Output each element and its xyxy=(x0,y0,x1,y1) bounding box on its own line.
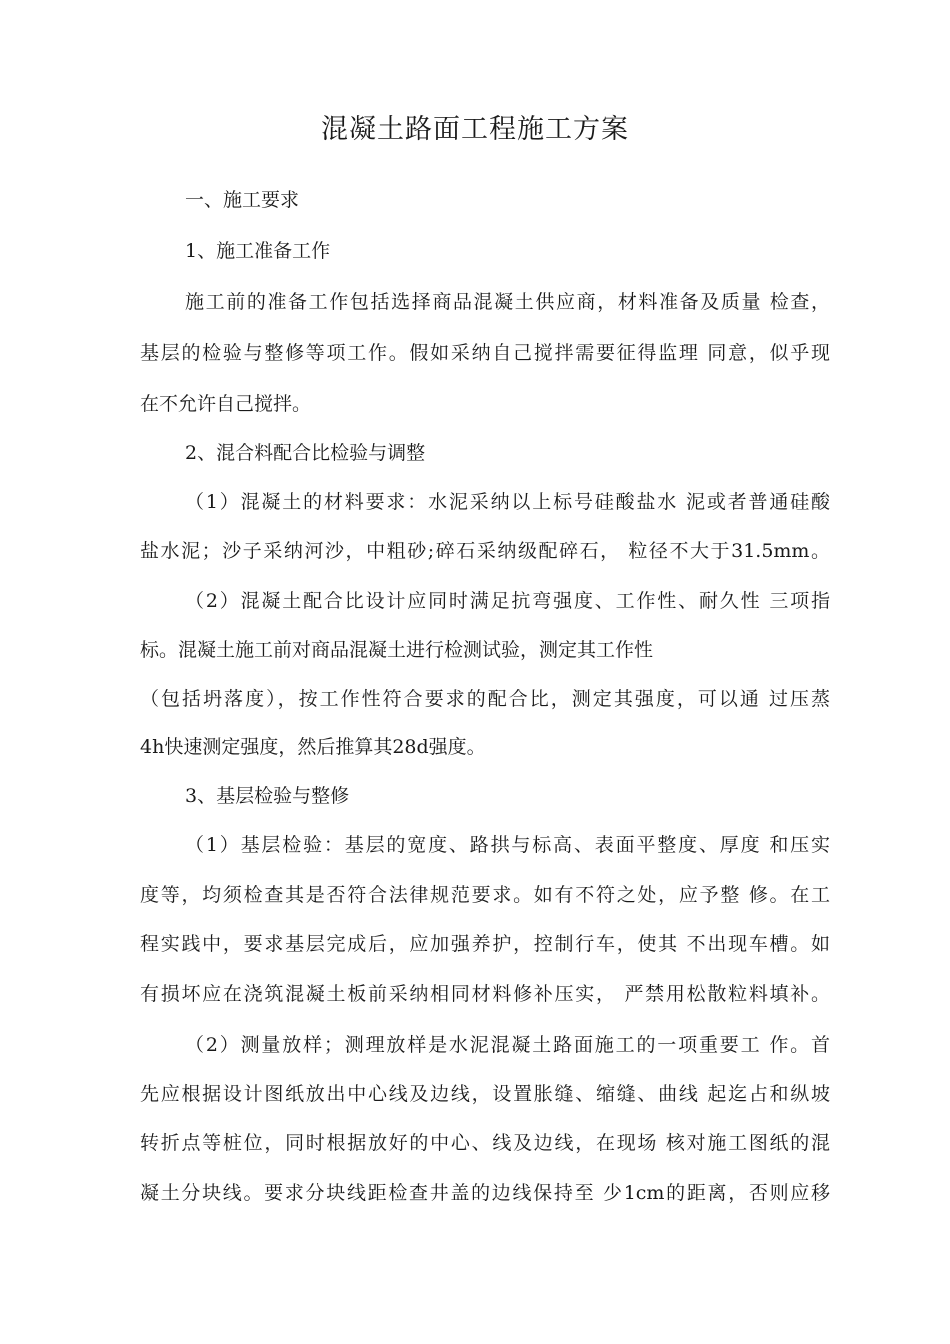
paragraph-line: 程实践中，要求基层完成后，应加强养护，控制行车，使其 不出现车槽。如 xyxy=(140,933,830,955)
paragraph-line: 基层的检验与整修等项工作。假如采纳自己搅拌需要征得监理 同意，似乎现 xyxy=(140,342,830,364)
paragraph-line: （包括坍落度），按工作性符合要求的配合比，测定其强度，可以通 过压蒸 xyxy=(140,688,830,710)
paragraph-line: （2）混凝土配合比设计应同时满足抗弯强度、工作性、耐久性 三项指 xyxy=(185,590,830,612)
paragraph-line: 有损坏应在浇筑混凝土板前采纳相同材料修补压实， 严禁用松散粒料填补。 xyxy=(140,983,830,1005)
paragraph-line: 先应根据设计图纸放出中心线及边线，设置胀缝、缩缝、曲线 起迄占和纵坡 xyxy=(140,1083,830,1105)
section-heading: 一、施工要求 xyxy=(185,189,300,211)
paragraph-line: 在不允许自己搅拌。 xyxy=(140,393,312,415)
paragraph-line: 盐水泥；沙子采纳河沙，中粗砂;碎石采纳级配碎石， 粒径不大于31.5mm。 xyxy=(140,540,830,562)
document-title: 混凝土路面工程施工方案 xyxy=(321,114,629,145)
paragraph-line: 标。混凝土施工前对商品混凝土进行检测试验，测定其工作性 xyxy=(140,639,654,661)
paragraph-line: 施工前的准备工作包括选择商品混凝土供应商，材料准备及质量 检查， xyxy=(185,291,830,313)
subsection-heading: 2、混合料配合比检验与调整 xyxy=(185,442,426,464)
paragraph-line: （1）基层检验：基层的宽度、路拱与标高、表面平整度、厚度 和压实 xyxy=(185,834,830,856)
paragraph-line: 度等，均须检查其是否符合法律规范要求。如有不符之处，应予整 修。在工 xyxy=(140,884,830,906)
subsection-heading: 3、基层检验与整修 xyxy=(185,785,350,807)
subsection-heading: 1、施工准备工作 xyxy=(185,240,331,262)
paragraph-line: 转折点等桩位，同时根据放好的中心、线及边线，在现场 核对施工图纸的混 xyxy=(140,1132,830,1154)
paragraph-line: 凝土分块线。要求分块线距检查井盖的边线保持至 少1cm的距离，否则应移 xyxy=(140,1182,830,1204)
paragraph-line: 4h快速测定强度，然后推算其28d强度。 xyxy=(140,736,486,758)
paragraph-line: （1）混凝土的材料要求：水泥采纳以上标号硅酸盐水 泥或者普通硅酸 xyxy=(185,491,830,513)
paragraph-line: （2）测量放样；测理放样是水泥混凝土路面施工的一项重要工 作。首 xyxy=(185,1034,830,1056)
